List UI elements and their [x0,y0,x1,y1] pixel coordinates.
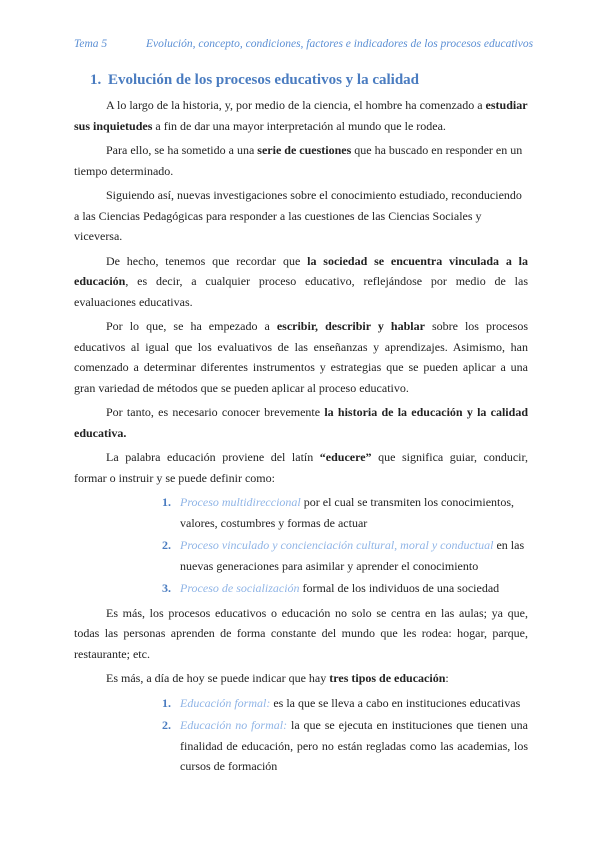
text: , es decir, a cualquier proceso educativo, reflejándose por medio de las evaluaciones educativas. [74,274,528,309]
list-item [74,715,528,777]
list-term: Proceso vinculado y concienciación cultural, moral y conductual [180,538,494,552]
text: que significa guiar, conducir, formar o instruir y se puede definir como: [74,450,529,485]
definition-list [74,492,528,599]
list-term: Educación formal: [180,695,271,710]
text: Es más, los procesos educativos o educación no solo se centra en las aulas; ya que, todas las personas aprenden de forma constante del mundo que les rodea: hogar, parque, restaurante; etc. [74,605,528,661]
paragraph [74,668,528,689]
section-heading [90,72,419,89]
paragraph [74,251,528,313]
header-topic: Tema 5 [74,38,108,50]
header-subtitle: Evolución, concepto, condiciones, factores e indicadores de los procesos educativos [146,38,534,50]
list-number: 3. [162,581,171,595]
list-number: 2. [162,538,171,552]
paragraph [74,603,528,665]
list-text: por el cual se transmiten los conocimientos, valores, costumbres y formas de actuar [180,495,515,530]
list-term: Proceso multidireccional [180,495,301,509]
emphasis: escribir, describir y hablar [276,319,425,333]
list-number: 2. [162,718,171,732]
paragraph [74,316,528,398]
list-item [74,535,528,576]
paragraph [74,140,528,181]
list-item [74,492,528,533]
list-number: 1. [162,495,171,509]
list-text: es la que se lleva a cabo en instituciones educativas [270,695,521,710]
list-text: en las nuevas generaciones para asimilar y aprender el conocimiento [180,538,525,573]
list-item [74,578,528,599]
list-number: 1. [162,695,171,710]
text: Para ello, se ha sometido a una [106,143,258,157]
list-term: Proceso de socialización [180,581,300,595]
paragraph [74,95,528,136]
text: Siguiendo así, nuevas investigaciones sobre el conocimiento estudiado, reconduciendo a las Ciencias Pedagógicas para responder a las cuestiones de las Ciencias Sociales y viceversa. [74,188,522,243]
text: A lo largo de la historia, y, por medio de la ciencia, el hombre ha comenzado a [106,98,486,112]
emphasis: estudiar sus inquietudes [74,98,528,133]
list-text: la que se ejecuta en instituciones que tienen una finalidad de educación, pero no están regladas como las academias, los cursos de formación [180,718,528,773]
text: Por lo que, se ha empezado a [106,319,277,333]
emphasis: tres tipos de educación [329,671,446,685]
text: Por tanto, es necesario conocer brevemente [106,405,325,419]
text: Es más, a día de hoy se puede indicar que hay [106,671,330,685]
emphasis: la sociedad se encuentra vinculada a la educación [74,253,528,288]
list-item [74,693,528,714]
section-number: 1. [90,72,102,88]
text: De hecho, tenemos que recordar que [106,253,308,268]
paragraph [74,402,528,443]
text: que ha buscado en responder en un tiempo determinado. [74,143,523,178]
list-term: Educación no formal: [180,718,288,732]
text: La palabra educación proviene del latín [106,450,320,464]
emphasis: “educere” [319,450,372,464]
emphasis: serie de cuestiones [257,143,352,157]
section-title: Evolución de los procesos educativos y la calidad [108,72,420,88]
list-text: formal de los individuos de una sociedad [299,581,500,595]
body-text [74,95,528,781]
text: a fin de dar una mayor interpretación al mundo que le rodea. [152,118,446,133]
education-types-list [74,693,528,777]
paragraph [74,185,528,247]
emphasis: la historia de la educación y la calidad educativa. [74,405,528,440]
text: : [445,671,449,685]
text: sobre los procesos educativos al igual que los evaluativos de las enseñanzas y aprendizajes. Asimismo, han comenzado a determinar diferentes instrumentos y estrategias que se pueden aplicar a una gran variedad de métodos que se pueden aplicar al proceso educativo. [74,319,528,395]
running-header [74,38,560,50]
paragraph [74,447,528,488]
